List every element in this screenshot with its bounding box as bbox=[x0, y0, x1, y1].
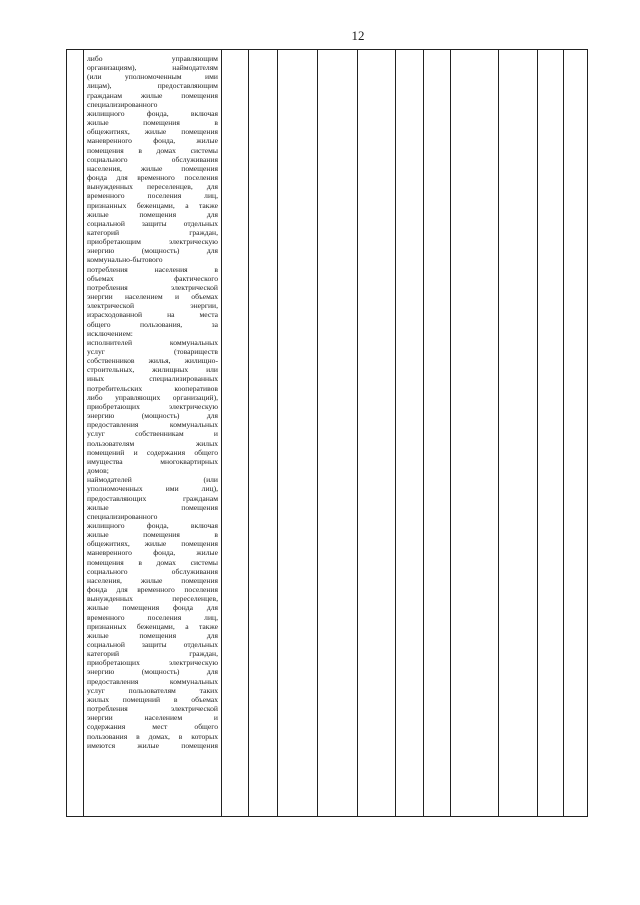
text-line: энергии населением и объемах bbox=[87, 292, 218, 302]
text-line: жилых помещений в объемах bbox=[87, 694, 218, 704]
text-line: жилые помещения для bbox=[87, 209, 218, 219]
text-line: категорий граждан, bbox=[87, 649, 218, 659]
text-line: общежитиях, жилые помещения bbox=[87, 127, 218, 137]
text-line: приобретающих электрическую bbox=[87, 658, 218, 668]
text-line: населения, жилые помещения bbox=[87, 575, 218, 585]
text-line: энергию (мощность) для bbox=[87, 411, 218, 421]
text-line: строительных, жилищных или bbox=[87, 365, 218, 375]
text-line: либо управляющих организаций), bbox=[87, 392, 218, 402]
text-line: временного поселения лиц, bbox=[87, 191, 218, 201]
text-line: маневренного фонда, жилые bbox=[87, 136, 218, 146]
text-line: социальной защиты отдельных bbox=[87, 640, 218, 649]
text-line: помещения в домах системы bbox=[87, 557, 218, 567]
text-line: пользования в домах, в которых bbox=[87, 731, 218, 741]
text-line: электрической энергии, bbox=[87, 301, 218, 311]
text-line: потребления электрической bbox=[87, 704, 218, 714]
text-line: домов; bbox=[87, 466, 109, 476]
text-line: фонда для временного поселения bbox=[87, 585, 218, 595]
column-divider bbox=[357, 50, 358, 816]
text-line: жилые помещения для bbox=[87, 630, 218, 640]
text-line: содержания мест общего bbox=[87, 722, 218, 732]
text-line: потребительских кооперативов bbox=[87, 383, 218, 393]
column-divider bbox=[423, 50, 424, 816]
text-line: жилые помещения в bbox=[87, 530, 218, 540]
column-divider bbox=[450, 50, 451, 816]
text-line: израсходованной на места bbox=[87, 310, 218, 320]
text-line: энергии населением и bbox=[87, 713, 218, 723]
text-line: имеются жилые помещения bbox=[87, 740, 218, 750]
text-line: услуг пользователям таких bbox=[87, 685, 218, 695]
text-line: приобретающим электрическую bbox=[87, 237, 218, 247]
text-line: специализированного bbox=[87, 99, 158, 109]
text-line: лицам), предоставляющим bbox=[87, 81, 218, 91]
text-line: услуг (товариществ bbox=[87, 347, 218, 356]
text-line: предоставляющих гражданам bbox=[87, 493, 218, 503]
text-line: исполнителей коммунальных bbox=[87, 337, 218, 347]
text-line: иных специализированных bbox=[87, 374, 218, 384]
text-line: объемах фактического bbox=[87, 273, 218, 283]
column-divider bbox=[537, 50, 538, 816]
text-line: энергию (мощность) для bbox=[87, 246, 218, 256]
text-line: (или уполномоченным ими bbox=[87, 72, 218, 82]
text-line: фонда для временного поселения bbox=[87, 173, 218, 183]
column-divider bbox=[317, 50, 318, 816]
text-line: временного поселения лиц, bbox=[87, 612, 218, 622]
text-line: предоставления коммунальных bbox=[87, 676, 218, 686]
page-number: 12 bbox=[351, 28, 365, 43]
text-line: наймодателей (или bbox=[87, 475, 218, 485]
text-line: жилые помещения фонда для bbox=[87, 603, 218, 613]
text-line: жилые помещения bbox=[87, 502, 218, 512]
column-divider bbox=[221, 50, 222, 816]
text-line: потребления населения в bbox=[87, 264, 218, 274]
text-line: вынужденных переселенцев, для bbox=[87, 182, 218, 192]
text-line: специализированного bbox=[87, 511, 158, 521]
text-line: жилые помещения в bbox=[87, 118, 218, 128]
column-divider bbox=[395, 50, 396, 816]
text-line: гражданам жилые помещения bbox=[87, 90, 218, 100]
text-line: помещений и содержания общего bbox=[87, 447, 218, 457]
text-line: жилищного фонда, включая bbox=[87, 520, 218, 530]
text-line: потребления электрической bbox=[87, 282, 218, 292]
text-line: социального обслуживания bbox=[87, 566, 218, 576]
text-line: жилищного фонда, включая bbox=[87, 108, 218, 118]
text-line: услуг собственникам и bbox=[87, 429, 218, 439]
text-line: предоставления коммунальных bbox=[87, 420, 218, 430]
text-line: собственников жилья, жилищно- bbox=[87, 356, 218, 366]
text-line: социальной защиты отдельных bbox=[87, 218, 218, 228]
text-line: населения, жилые помещения bbox=[87, 163, 218, 173]
text-line: вынужденных переселенцев, bbox=[87, 594, 218, 604]
text-line: приобретающих электрическую bbox=[87, 401, 218, 411]
text-line: исключением: bbox=[87, 328, 133, 338]
text-line: организациям), наймодателям bbox=[87, 63, 218, 73]
text-line: пользователям жилых bbox=[87, 438, 218, 448]
text-line: общежитиях, жилые помещения bbox=[87, 539, 218, 549]
column-divider bbox=[277, 50, 278, 816]
column-divider bbox=[83, 50, 84, 816]
text-line: маневренного фонда, жилые bbox=[87, 548, 218, 558]
text-line: уполномоченных ими лиц), bbox=[87, 484, 218, 494]
text-line: имущества многоквартирных bbox=[87, 456, 218, 466]
cell-text-column bbox=[87, 54, 218, 750]
text-line: помещения в домах системы bbox=[87, 145, 218, 155]
text-line: признанных беженцами, а также bbox=[87, 200, 218, 210]
column-divider bbox=[563, 50, 564, 816]
column-divider bbox=[498, 50, 499, 816]
text-line: категорий граждан, bbox=[87, 227, 218, 237]
text-line: общего пользования, за bbox=[87, 319, 218, 329]
text-line: либо управляющим bbox=[87, 54, 218, 63]
text-line: признанных беженцами, а также bbox=[87, 621, 218, 631]
text-line: энергию (мощность) для bbox=[87, 667, 218, 677]
text-line: коммунально-бытового bbox=[87, 255, 163, 265]
text-line: социального обслуживания bbox=[87, 154, 218, 164]
column-divider bbox=[248, 50, 249, 816]
